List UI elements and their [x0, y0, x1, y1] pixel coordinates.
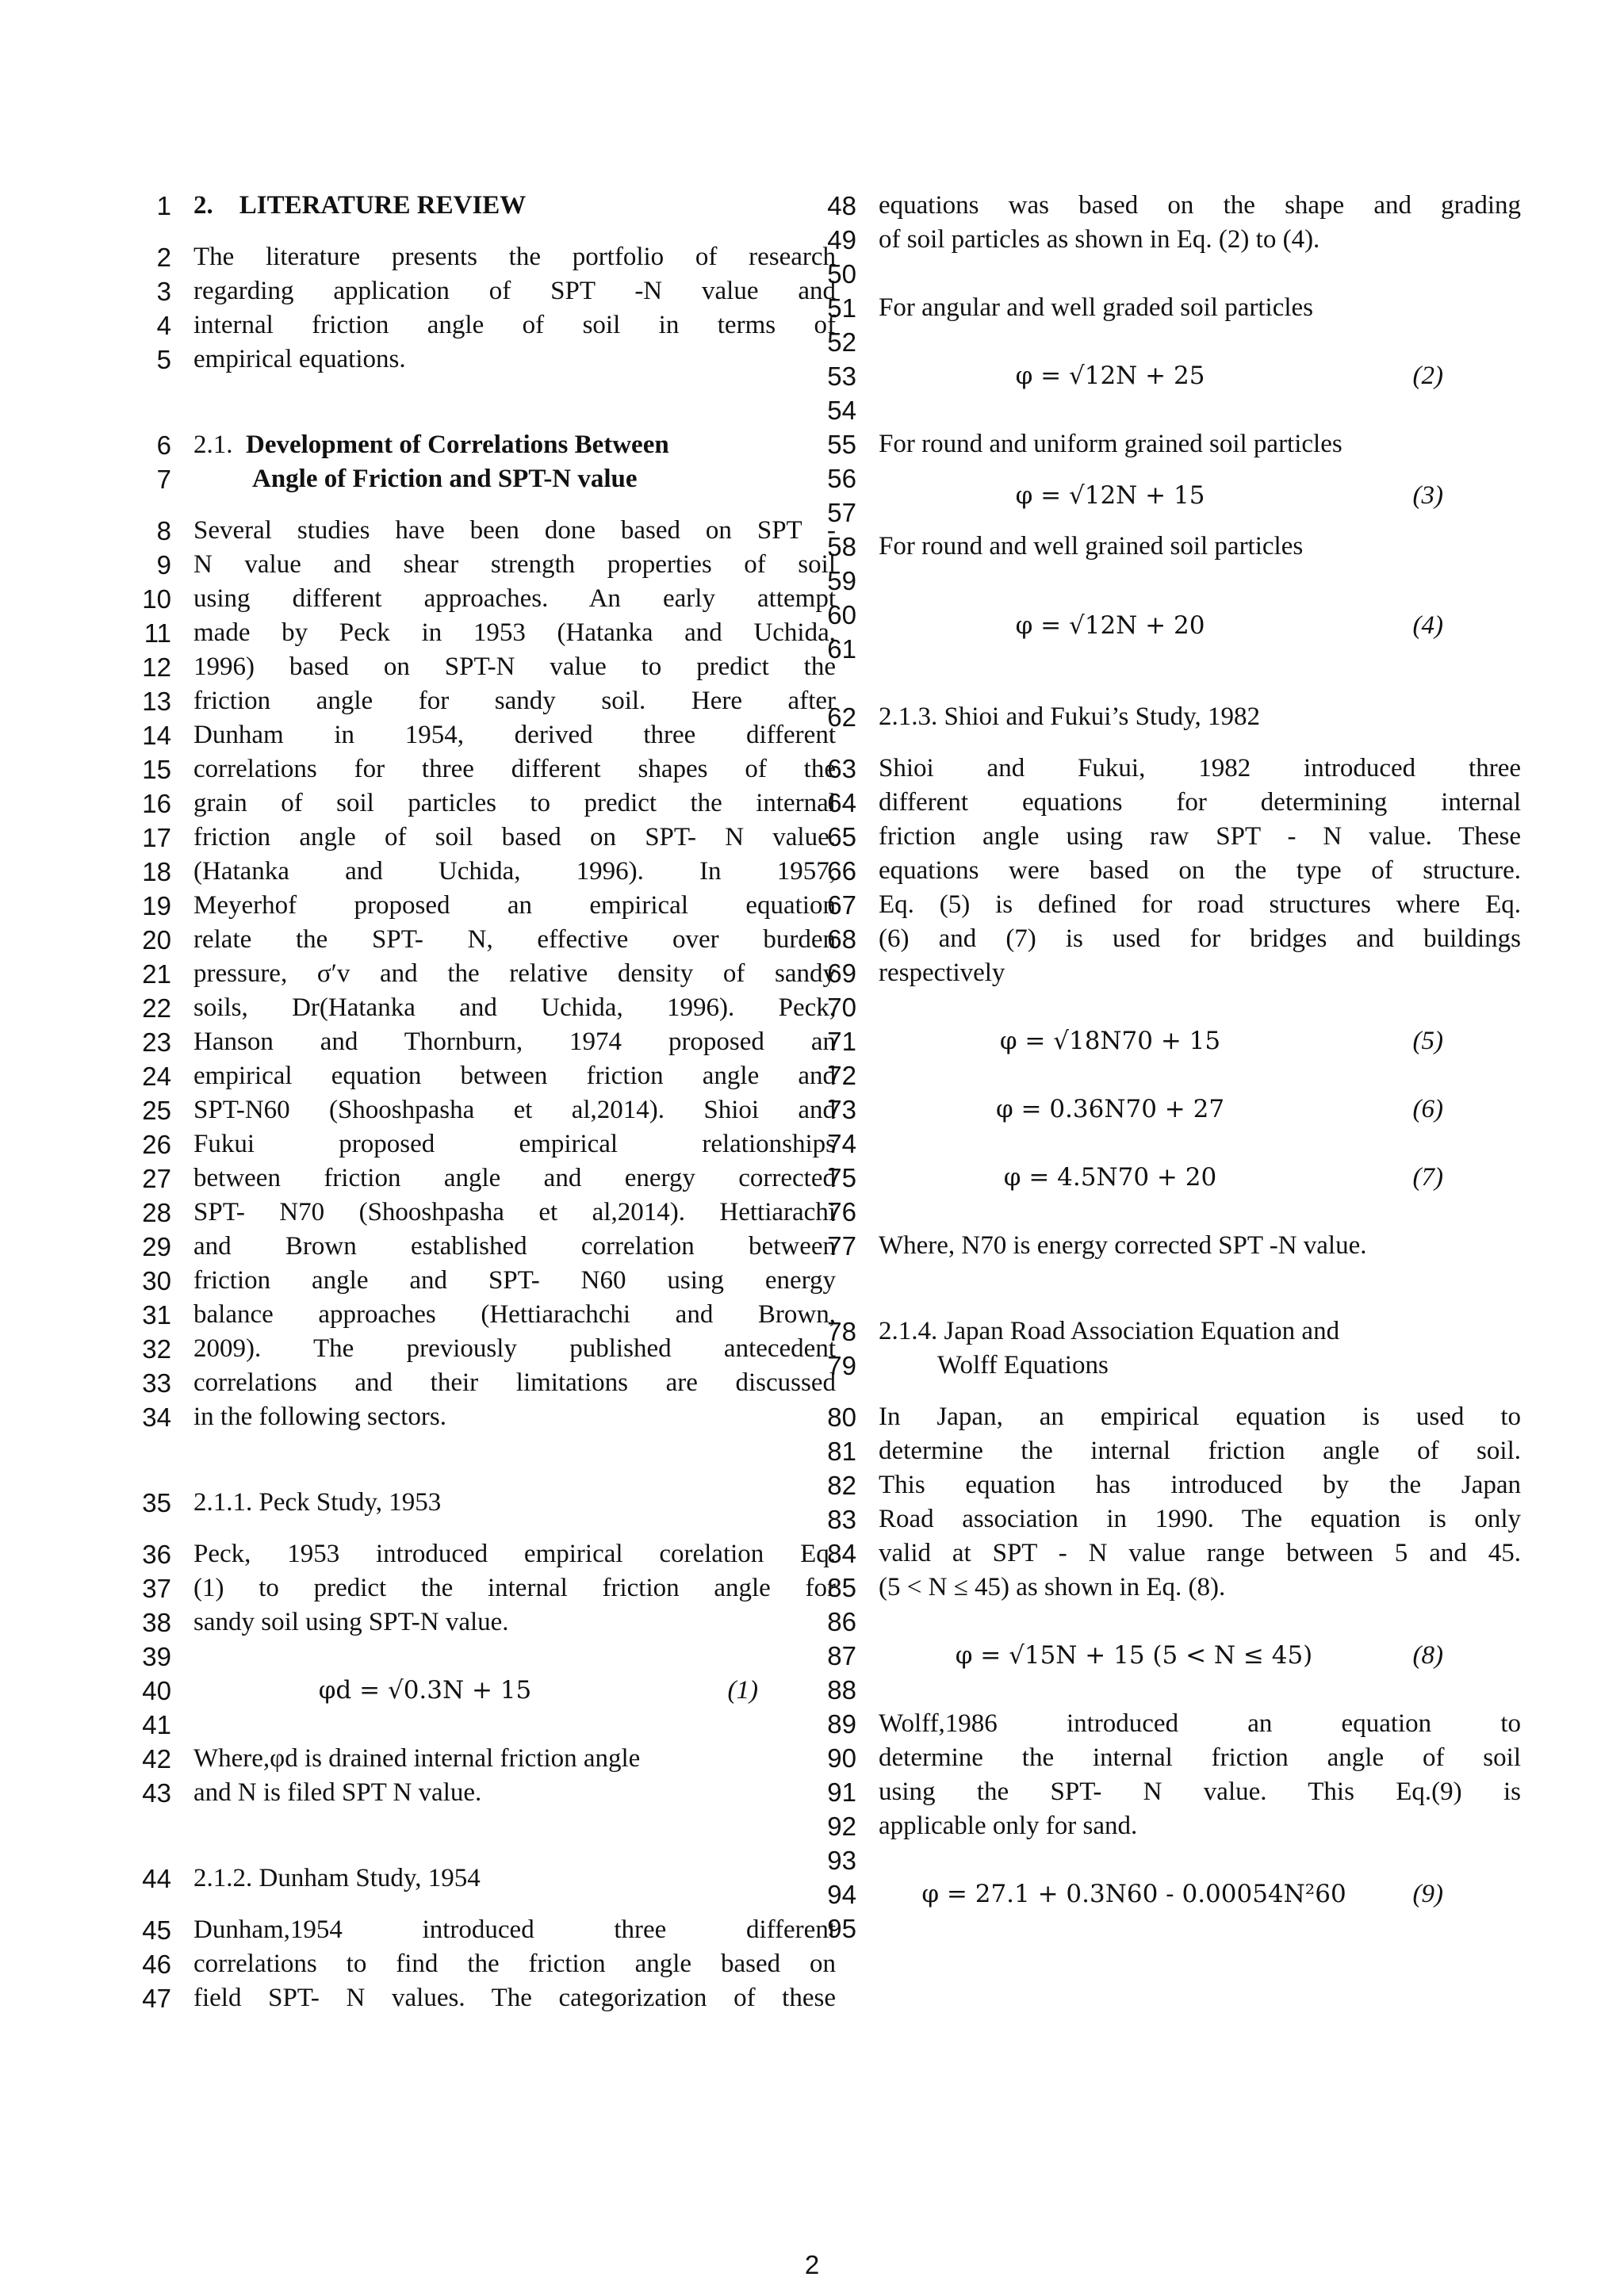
line-89 — [795, 1707, 1521, 1741]
line-number: 47 — [142, 1984, 171, 2013]
line-22 — [109, 991, 836, 1025]
line-number: 13 — [142, 687, 171, 716]
line-number: 40 — [142, 1676, 171, 1705]
line-62 — [795, 700, 1437, 734]
paragraph-line: 1996) based on SPT-N value to predict the — [193, 652, 836, 681]
line-49 — [795, 223, 1437, 257]
line-21 — [109, 957, 836, 991]
right-column — [795, 189, 1521, 1946]
line-number: 14 — [142, 721, 171, 750]
line-number: 90 — [827, 1743, 856, 1773]
line-69 — [795, 956, 1437, 990]
paragraph-line: Fukui proposed empirical relationships — [193, 1130, 836, 1158]
line-6 — [109, 428, 752, 462]
line-number: 82 — [827, 1471, 856, 1500]
equation-8: φ = √15N + 15 (5 < N ≤ 45) — [955, 1641, 1313, 1670]
line-number: 20 — [142, 925, 171, 955]
line-11 — [109, 616, 836, 650]
paragraph-line: empirical equation between friction angle and — [193, 1062, 836, 1090]
line-number: 83 — [827, 1505, 856, 1534]
line-number: 8 — [156, 516, 171, 545]
paragraph-line: friction angle for sandy soil. Here after — [193, 687, 836, 715]
line-number: 45 — [142, 1915, 171, 1945]
line-number: 32 — [142, 1334, 171, 1364]
line-number: 29 — [142, 1232, 171, 1261]
line-13 — [109, 684, 836, 718]
line-number: 41 — [142, 1710, 171, 1739]
paragraph-line: field SPT- N values. The categorization of these — [193, 1984, 836, 2012]
line-number: 48 — [827, 191, 856, 220]
line-54 — [795, 393, 1437, 427]
line-number: 80 — [827, 1402, 856, 1432]
line-number: 23 — [142, 1027, 171, 1057]
line-82 — [795, 1468, 1521, 1502]
line-24 — [109, 1059, 836, 1093]
paragraph-line: Where,φd is drained internal friction angle — [193, 1744, 641, 1773]
paragraph-line: (6) and (7) is used for bridges and buildings — [879, 924, 1521, 953]
line-number: 12 — [142, 652, 171, 682]
line-number: 1 — [156, 191, 171, 220]
line-2 — [109, 240, 836, 274]
subsection-title: 2.1.4. Japan Road Association Equation and — [879, 1317, 1340, 1345]
line-number: 16 — [142, 789, 171, 818]
line-40 — [109, 1674, 758, 1708]
paragraph-line: SPT-N60 (Shooshpasha et al,2014). Shioi and — [193, 1096, 836, 1124]
line-number: 46 — [142, 1950, 171, 1979]
line-16 — [109, 786, 836, 821]
equation-number: (2) — [1412, 362, 1443, 390]
line-33 — [109, 1366, 836, 1400]
line-53 — [795, 359, 1443, 393]
equation-6: φ = 0.36N70 + 27 — [995, 1095, 1225, 1123]
paragraph-line: soils, Dr(Hatanka and Uchida, 1996). Peck, — [193, 993, 836, 1022]
line-51 — [795, 291, 1437, 325]
line-85 — [795, 1571, 1437, 1605]
paragraph-line: valid at SPT - N value range between 5 and 45. — [879, 1539, 1521, 1567]
line-29 — [109, 1230, 836, 1264]
line-74 — [795, 1127, 1437, 1161]
line-number: 64 — [827, 788, 856, 817]
subsection-title: 2.1.1. Peck Study, 1953 — [193, 1488, 442, 1517]
line-50 — [795, 257, 1437, 291]
paragraph-line: applicable only for sand. — [879, 1812, 1138, 1840]
paragraph-line: For round and well grained soil particles — [879, 532, 1304, 561]
equation-number: (8) — [1412, 1641, 1443, 1670]
subsection-number: 2.1. — [193, 430, 233, 459]
line-number: 26 — [142, 1130, 171, 1159]
line-number: 6 — [156, 430, 171, 460]
line-number: 44 — [142, 1864, 171, 1893]
line-number: 55 — [827, 430, 856, 459]
paragraph-line: In Japan, an empirical equation is used to — [879, 1402, 1521, 1431]
line-87 — [795, 1639, 1443, 1673]
line-15 — [109, 752, 836, 786]
paragraph-line: grain of soil particles to predict the internal — [193, 789, 836, 817]
line-41 — [109, 1708, 752, 1742]
line-78 — [795, 1314, 1437, 1349]
subsection-title: Angle of Friction and SPT-N value — [252, 465, 638, 493]
paragraph-line: Road association in 1990. The equation is only — [879, 1505, 1521, 1533]
line-64 — [795, 786, 1521, 820]
paragraph-line: For angular and well graded soil particles — [879, 293, 1313, 322]
paragraph-line: equations was based on the shape and grading — [879, 191, 1521, 220]
line-number: 25 — [142, 1096, 171, 1125]
paragraph-line: pressure, σ′v and the relative density of sandy — [193, 959, 836, 988]
line-30 — [109, 1264, 836, 1298]
line-35 — [109, 1486, 752, 1520]
equation-number: (3) — [1412, 481, 1443, 510]
line-45 — [109, 1913, 836, 1947]
line-number: 61 — [827, 634, 856, 664]
paragraph-line: respectively — [879, 959, 1005, 987]
line-8 — [109, 514, 836, 548]
line-12 — [109, 650, 836, 684]
line-number: 42 — [142, 1744, 171, 1774]
line-number: 70 — [827, 993, 856, 1022]
line-58 — [795, 530, 1437, 564]
line-number: 37 — [142, 1574, 171, 1603]
paragraph-line: (5 < N ≤ 45) as shown in Eq. (8). — [879, 1573, 1226, 1601]
line-46 — [109, 1947, 836, 1981]
line-83 — [795, 1502, 1521, 1536]
line-number: 33 — [142, 1368, 171, 1398]
line-84 — [795, 1536, 1521, 1571]
equation-number: (9) — [1412, 1880, 1443, 1908]
line-number: 76 — [827, 1197, 856, 1226]
equation-number: (5) — [1412, 1027, 1443, 1055]
line-number: 87 — [827, 1641, 856, 1670]
equation-4: φ = √12N + 20 — [1015, 611, 1205, 640]
paragraph-line: Meyerhof proposed an empirical equation — [193, 891, 836, 920]
paragraph-line: Hanson and Thornburn, 1974 proposed an — [193, 1027, 836, 1056]
paragraph-line: For round and uniform grained soil particles — [879, 430, 1342, 458]
line-number: 78 — [827, 1317, 856, 1346]
equation-1: φd = √0.3N + 15 — [318, 1676, 532, 1705]
paragraph-line: equations were based on the type of structure. — [879, 856, 1521, 885]
paragraph-line: The literature presents the portfolio of research — [193, 243, 836, 271]
paragraph-line: friction angle of soil based on SPT- N value. — [193, 823, 836, 851]
line-number: 91 — [827, 1777, 856, 1807]
line-number: 69 — [827, 959, 856, 988]
line-number: 53 — [827, 362, 856, 391]
line-number: 39 — [142, 1642, 171, 1671]
line-5 — [109, 342, 752, 377]
line-number: 2 — [156, 243, 171, 272]
paragraph-line: between friction angle and energy corrected — [193, 1164, 836, 1192]
line-39 — [109, 1640, 752, 1674]
line-57 — [795, 479, 1443, 527]
line-92 — [795, 1809, 1437, 1843]
line-95 — [795, 1911, 1437, 1946]
line-number: 58 — [827, 532, 856, 561]
paragraph-line: and Brown established correlation between — [193, 1232, 836, 1261]
equation-number: (7) — [1412, 1163, 1443, 1192]
section-number: 2. — [193, 191, 213, 220]
line-number: 34 — [142, 1402, 171, 1432]
line-59 — [795, 564, 1437, 598]
line-60 — [795, 598, 1443, 640]
paragraph-line: Wolff,1986 introduced an equation to — [879, 1709, 1521, 1738]
line-number: 27 — [142, 1164, 171, 1193]
line-52 — [795, 325, 1437, 359]
paragraph-line: friction angle and SPT- N60 using energy — [193, 1266, 836, 1295]
line-number: 81 — [827, 1437, 856, 1466]
line-31 — [109, 1298, 836, 1332]
paragraph-line: Shioi and Fukui, 1982 introduced three — [879, 754, 1521, 783]
line-number: 36 — [142, 1540, 171, 1569]
line-number: 74 — [827, 1129, 856, 1158]
line-44 — [109, 1862, 752, 1896]
line-32 — [109, 1332, 836, 1366]
line-number: 95 — [827, 1914, 856, 1943]
subsection-title: Wolff Equations — [937, 1351, 1109, 1380]
line-number: 18 — [142, 857, 171, 886]
line-79 — [795, 1349, 1437, 1383]
line-number: 3 — [156, 277, 171, 306]
line-91 — [795, 1775, 1521, 1809]
line-number: 71 — [827, 1027, 856, 1056]
line-number: 4 — [156, 311, 171, 340]
line-75 — [795, 1161, 1443, 1195]
paragraph-line: 2009). The previously published antecedent — [193, 1334, 836, 1363]
line-number: 94 — [827, 1880, 856, 1909]
line-number: 92 — [827, 1812, 856, 1841]
section-heading — [193, 191, 526, 220]
line-26 — [109, 1127, 836, 1161]
paragraph-line: balance approaches (Hettiarachchi and Brown, — [193, 1300, 836, 1329]
line-number: 57 — [827, 498, 856, 527]
line-27 — [109, 1161, 836, 1196]
line-number: 28 — [142, 1198, 171, 1227]
subsection-title: 2.1.2. Dunham Study, 1954 — [193, 1864, 481, 1892]
paragraph-line: SPT- N70 (Shooshpasha et al,2014). Hettiarachi — [193, 1198, 836, 1226]
line-number: 93 — [827, 1846, 856, 1875]
paragraph-line: correlations to find the friction angle based on — [193, 1950, 836, 1978]
line-68 — [795, 922, 1521, 956]
paragraph-line: determine the internal friction angle of soil. — [879, 1437, 1521, 1465]
line-number: 65 — [827, 822, 856, 851]
subsection-title: Development of Correlations Between — [246, 430, 669, 459]
line-number: 59 — [827, 566, 856, 595]
line-number: 84 — [827, 1539, 856, 1568]
paragraph-line: Dunham,1954 introduced three different — [193, 1915, 836, 1944]
line-number: 51 — [827, 293, 856, 323]
paragraph-line: friction angle using raw SPT - N value. These — [879, 822, 1521, 851]
line-3 — [109, 274, 836, 308]
line-number: 89 — [827, 1709, 856, 1739]
line-number: 22 — [142, 993, 171, 1023]
line-number: 17 — [142, 823, 171, 852]
line-47 — [109, 1981, 836, 2015]
line-80 — [795, 1400, 1521, 1434]
line-number: 9 — [156, 550, 171, 580]
line-number: 19 — [142, 891, 171, 920]
paragraph-line: (Hatanka and Uchida, 1996). In 1957, — [193, 857, 836, 886]
line-number: 7 — [156, 465, 171, 494]
line-88 — [795, 1673, 1437, 1707]
line-43 — [109, 1776, 752, 1810]
paragraph-line: correlations for three different shapes of the — [193, 755, 836, 783]
equation-3: φ = √12N + 15 — [1015, 481, 1205, 510]
paragraph-line: sandy soil using SPT-N value. — [193, 1608, 509, 1636]
line-63 — [795, 752, 1521, 786]
line-number: 60 — [827, 600, 856, 629]
line-70 — [795, 990, 1437, 1024]
paragraph-line: using different approaches. An early attempt — [193, 584, 836, 613]
line-37 — [109, 1571, 836, 1605]
page-number: 2 — [804, 2250, 820, 2279]
paragraph-line: different equations for determining internal — [879, 788, 1521, 817]
line-55 — [795, 427, 1437, 461]
line-67 — [795, 888, 1521, 922]
line-94 — [795, 1877, 1443, 1911]
line-7 — [109, 462, 752, 496]
line-number: 31 — [142, 1300, 171, 1330]
line-4 — [109, 308, 836, 342]
subsection-title: 2.1.3. Shioi and Fukui’s Study, 1982 — [879, 702, 1260, 731]
line-20 — [109, 923, 836, 957]
paragraph-line: determine the internal friction angle of soil — [879, 1743, 1521, 1772]
paragraph-line: Eq. (5) is defined for road structures where Eq. — [879, 890, 1521, 919]
equation-number: (4) — [1412, 611, 1443, 640]
line-number: 77 — [827, 1231, 856, 1261]
line-number: 15 — [142, 755, 171, 784]
line-93 — [795, 1843, 1437, 1877]
line-number: 86 — [827, 1607, 856, 1636]
line-number: 85 — [827, 1573, 856, 1602]
line-72 — [795, 1058, 1437, 1093]
line-number: 79 — [827, 1351, 856, 1380]
line-28 — [109, 1196, 836, 1230]
line-number: 21 — [142, 959, 171, 989]
line-number: 72 — [827, 1061, 856, 1090]
paragraph-line: Several studies have been done based on SPT - — [193, 516, 836, 545]
line-19 — [109, 889, 836, 923]
line-number: 49 — [827, 225, 856, 254]
line-48 — [795, 189, 1521, 223]
line-number: 50 — [827, 259, 856, 289]
line-66 — [795, 854, 1521, 888]
paragraph-line: of soil particles as shown in Eq. (2) to (4). — [879, 225, 1320, 254]
line-42 — [109, 1742, 752, 1776]
line-number: 75 — [827, 1163, 856, 1192]
line-81 — [795, 1434, 1521, 1468]
line-number: 52 — [827, 327, 856, 357]
line-number: 38 — [142, 1608, 171, 1637]
paragraph-line: N value and shear strength properties of soil — [193, 550, 836, 579]
line-38 — [109, 1605, 752, 1640]
left-column — [109, 189, 836, 2015]
line-number: 68 — [827, 924, 856, 954]
line-number: 5 — [156, 345, 171, 374]
line-77 — [795, 1229, 1437, 1263]
line-86 — [795, 1605, 1437, 1639]
equation-number: (1) — [727, 1676, 758, 1705]
line-90 — [795, 1741, 1521, 1775]
line-number: 30 — [142, 1266, 171, 1295]
line-65 — [795, 820, 1521, 854]
line-number: 56 — [827, 464, 856, 493]
line-number: 73 — [827, 1095, 856, 1124]
line-number: 24 — [142, 1062, 171, 1091]
paragraph-line: (1) to predict the internal friction angle for — [193, 1574, 836, 1602]
line-18 — [109, 855, 836, 889]
line-25 — [109, 1093, 836, 1127]
paragraph-line: empirical equations. — [193, 345, 406, 373]
line-14 — [109, 718, 836, 752]
paragraph-line: Peck, 1953 introduced empirical corelation Eq. — [193, 1540, 836, 1568]
line-number: 11 — [144, 618, 171, 648]
paragraph-line: in the following sectors. — [193, 1402, 446, 1431]
line-36 — [109, 1537, 836, 1571]
paragraph-line: correlations and their limitations are discussed — [193, 1368, 836, 1397]
line-number: 63 — [827, 754, 856, 783]
paragraph-line: and N is filed SPT N value. — [193, 1778, 482, 1807]
line-number: 35 — [142, 1488, 171, 1517]
line-61 — [795, 632, 1437, 666]
line-23 — [109, 1025, 836, 1059]
section-title: LITERATURE REVIEW — [239, 191, 527, 220]
line-71 — [795, 1024, 1443, 1058]
line-number: 66 — [827, 856, 856, 886]
line-34 — [109, 1400, 752, 1434]
paragraph-line: internal friction angle of soil in terms of — [193, 311, 836, 339]
line-number: 54 — [827, 396, 856, 425]
equation-number: (6) — [1412, 1095, 1443, 1123]
line-number: 88 — [827, 1675, 856, 1705]
paragraph-line: made by Peck in 1953 (Hatanka and Uchida, — [193, 618, 836, 647]
line-number: 10 — [142, 584, 171, 614]
paragraph-line: regarding application of SPT -N value and — [193, 277, 836, 305]
line-1 — [109, 189, 752, 223]
paragraph-line: using the SPT- N value. This Eq.(9) is — [879, 1777, 1521, 1806]
paragraph-line: Dunham in 1954, derived three different — [193, 721, 836, 749]
line-10 — [109, 582, 836, 616]
equation-2: φ = √12N + 25 — [1015, 362, 1205, 390]
equation-9: φ = 27.1 + 0.3N60 - 0.00054N²60 — [921, 1880, 1346, 1908]
paragraph-line: This equation has introduced by the Japan — [879, 1471, 1521, 1499]
line-number: 67 — [827, 890, 856, 920]
line-73 — [795, 1093, 1443, 1127]
paragraph-line: relate the SPT- N, effective over burden — [193, 925, 836, 954]
line-9 — [109, 548, 836, 582]
line-number: 62 — [827, 702, 856, 732]
equation-5: φ = √18N70 + 15 — [999, 1027, 1221, 1055]
line-number: 43 — [142, 1778, 171, 1808]
line-17 — [109, 821, 836, 855]
line-76 — [795, 1195, 1437, 1229]
paragraph-line: Where, N70 is energy corrected SPT -N value. — [879, 1231, 1367, 1260]
equation-7: φ = 4.5N70 + 20 — [1003, 1163, 1217, 1192]
